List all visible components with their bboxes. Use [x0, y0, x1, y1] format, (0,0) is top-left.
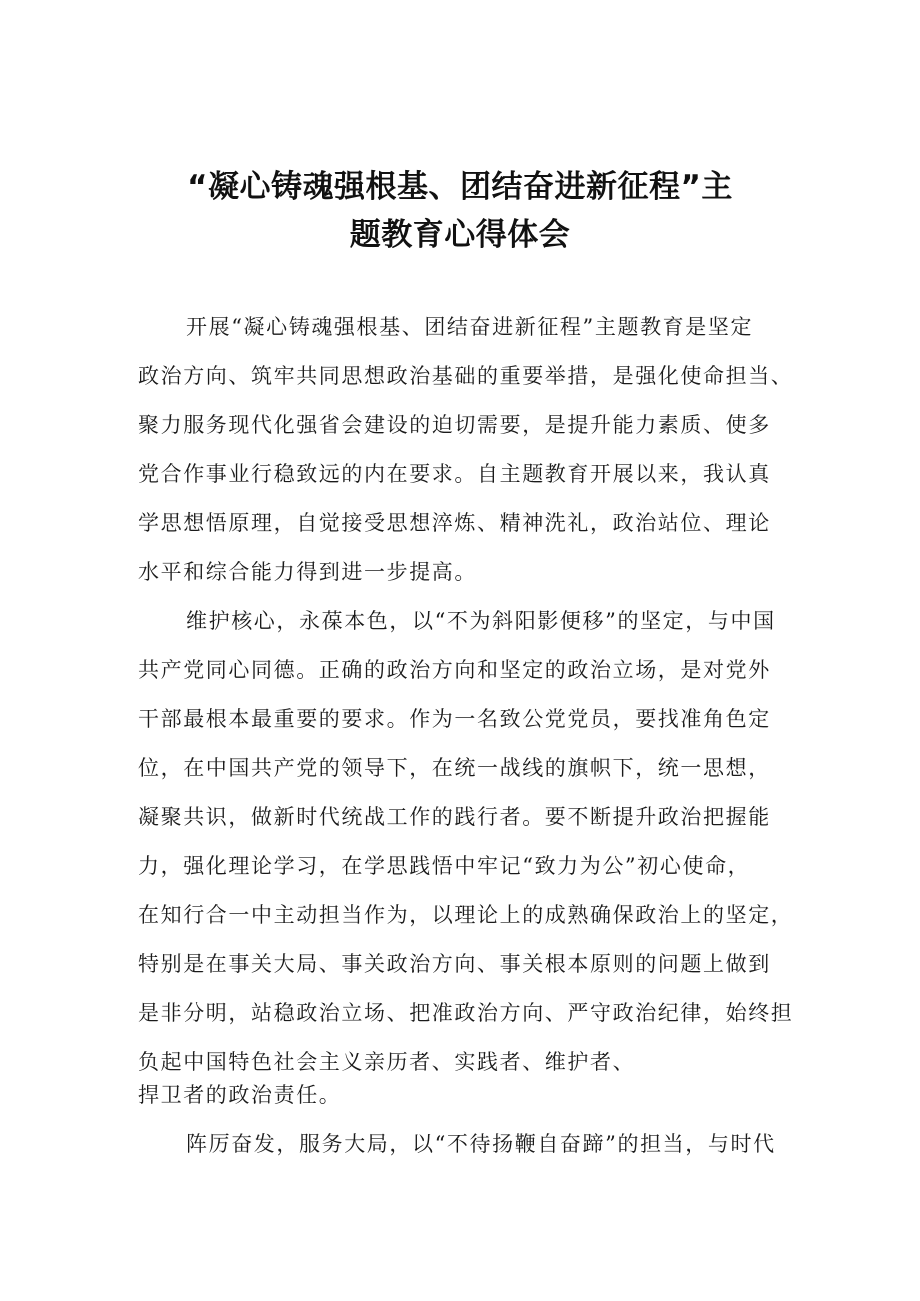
document-title-line-2: 题教育心得体会	[349, 217, 571, 253]
paragraph-2-line-7: 在知行合一中主动担当作为，以理论上的成熟确保政治上的坚定，	[138, 903, 794, 927]
paragraph-2-line-8: 特别是在事关大局、事关政治方向、事关根本原则的问题上做到	[138, 952, 771, 976]
paragraph-2-line-6: 力，强化理论学习，在学思践悟中牢记“致力为公”初心使命，	[138, 854, 751, 878]
paragraph-2-line-9: 是非分明，站稳政治立场、把准政治方向、严守政治纪律，始终担	[138, 1001, 794, 1025]
document-title-line-1: “凝心铸魂强根基、团结奋进新征程”主	[187, 169, 733, 205]
paragraph-2-line-11: 捍卫者的政治责任。	[138, 1083, 342, 1107]
paragraph-1-line-6: 水平和综合能力得到进一步提高。	[138, 560, 477, 584]
paragraph-3-line-1: 阵厉奋发，服务大局，以“不待扬鞭自奋蹄”的担当，与时代	[186, 1132, 776, 1156]
paragraph-1-line-4: 党合作事业行稳致远的内在要求。自主题教育开展以来，我认真	[138, 462, 771, 486]
paragraph-1-line-1: 开展“凝心铸魂强根基、团结奋进新征程”主题教育是坚定	[186, 315, 754, 339]
paragraph-1-line-3: 聚力服务现代化强省会建设的迫切需要，是提升能力素质、使多	[138, 413, 771, 437]
paragraph-2-line-2: 共产党同心同德。正确的政治方向和坚定的政治立场，是对党外	[138, 658, 771, 682]
paragraph-1-line-5: 学思想悟原理，自觉接受思想淬炼、精神洗礼，政治站位、理论	[138, 511, 771, 535]
paragraph-2-line-5: 凝聚共识，做新时代统战工作的践行者。要不断提升政治把握能	[138, 805, 771, 829]
paragraph-2-line-10: 负起中国特色社会主义亲历者、实践者、维护者、	[138, 1050, 636, 1074]
paragraph-2-line-1: 维护核心，永葆本色，以“不为斜阳影便移”的坚定，与中国	[186, 609, 776, 633]
paragraph-2-line-4: 位，在中国共产党的领导下，在统一战线的旗帜下，统一思想，	[138, 756, 771, 780]
paragraph-1-line-2: 政治方向、筑牢共同思想政治基础的重要举措，是强化使命担当、	[138, 364, 794, 388]
paragraph-2-line-3: 干部最根本最重要的要求。作为一名致公党党员，要找准角色定	[138, 707, 771, 731]
